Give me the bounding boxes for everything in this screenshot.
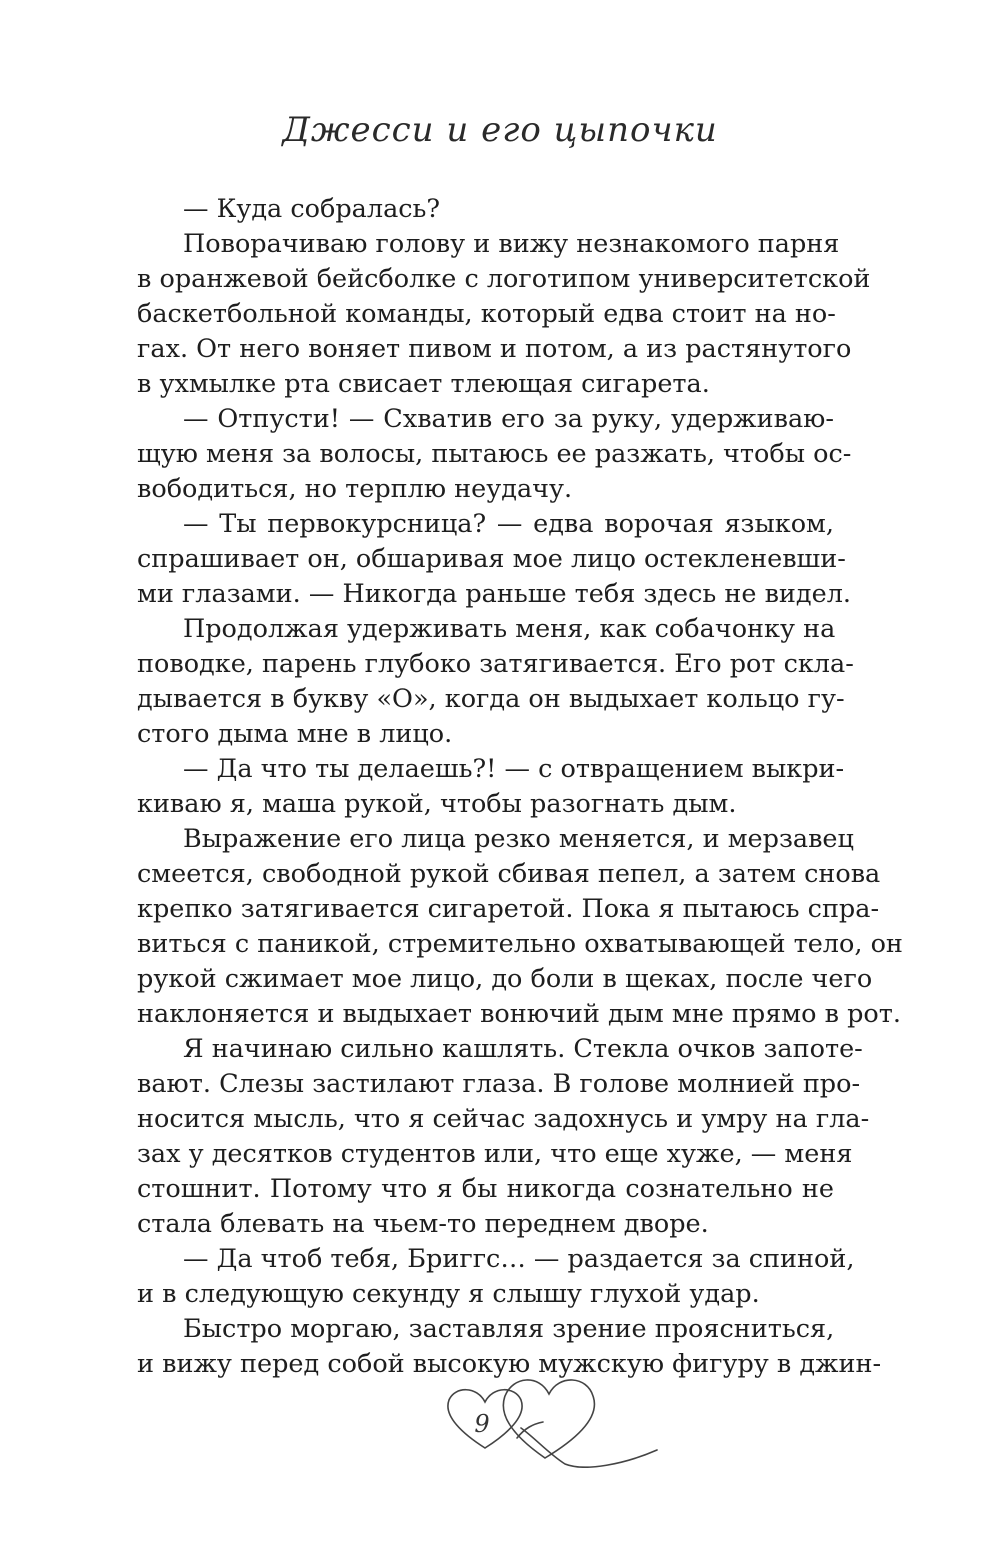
text-line: — Куда собралась?: [183, 194, 441, 224]
paragraph: [137, 822, 903, 1032]
text-line: стошнит. Потому что я бы никогда сознательно не: [137, 1174, 834, 1204]
text-line: Быстро моргаю, заставляя зрение проясниться,: [183, 1314, 835, 1344]
text-line: и вижу перед собой высокую мужскую фигуру в джин-: [137, 1349, 882, 1379]
text-line: Я начинаю сильно кашлять. Стекла очков запоте-: [183, 1034, 863, 1064]
text-line: гах. От него воняет пивом и потом, а из растянутого: [137, 334, 852, 364]
text-line: и в следующую секунду я слышу глухой удар.: [137, 1279, 760, 1309]
text-line: — Ты первокурсница? — едва ворочая языком,: [183, 509, 834, 539]
text-line: рукой сжимает мое лицо, до боли в щеках, после чего: [137, 964, 873, 994]
text-line: ми глазами. — Никогда раньше тебя здесь не видел.: [137, 579, 852, 609]
paragraph: [137, 227, 871, 402]
paragraph: [137, 1032, 870, 1242]
text-line: в оранжевой бейсболке с логотипом университетской: [137, 264, 871, 294]
text-line: щую меня за волосы, пытаюсь ее разжать, чтобы ос-: [137, 439, 852, 469]
text-line: — Отпусти! — Схватив его за руку, удерживаю-: [183, 404, 834, 434]
text-line: Поворачиваю голову и вижу незнакомого парня: [183, 229, 840, 259]
text-line: стала блевать на чьем-то переднем дворе.: [137, 1209, 709, 1239]
text-line: крепко затягивается сигаретой. Пока я пытаюсь спра-: [137, 894, 880, 924]
text-line: зах у десятков студентов или, что еще хуже, — меня: [137, 1139, 853, 1169]
text-line: наклоняется и выдыхает вонючий дым мне прямо в рот.: [137, 999, 901, 1029]
paragraph: [137, 612, 854, 752]
paragraph: [137, 752, 845, 822]
text-line: в ухмылке рта свисает тлеющая сигарета.: [137, 369, 710, 399]
text-line: — Да что ты делаешь?! — с отвращением выкри-: [183, 754, 845, 784]
text-line: виться с паникой, стремительно охватывающей тело, он: [137, 929, 903, 959]
paragraph: [137, 192, 834, 227]
text-line: Выражение его лица резко меняется, и мерзавец: [183, 824, 854, 854]
text-line: спрашивает он, обшаривая мое лицо остекленевши-: [137, 544, 846, 574]
text-line: баскетбольной команды, который едва стоит на но-: [137, 299, 836, 329]
text-line: вободиться, но терплю неудачу.: [137, 474, 573, 504]
text-line: смеется, свободной рукой сбивая пепел, а затем снова: [137, 859, 881, 889]
text-line: дывается в букву «О», когда он выдыхает кольцо гу-: [137, 684, 845, 714]
running-head: Джесси и его цыпочки: [282, 110, 718, 150]
body-text: [137, 192, 903, 1382]
paragraph: [137, 1242, 855, 1312]
text-line: стого дыма мне в лицо.: [137, 719, 453, 749]
page-number: 9: [474, 1410, 490, 1438]
text-line: вают. Слезы застилают глаза. В голове молнией про-: [137, 1069, 861, 1099]
text-line: поводке, парень глубоко затягивается. Его рот скла-: [137, 649, 854, 679]
paragraph: [137, 402, 852, 507]
text-line: Продолжая удерживать меня, как собачонку на: [183, 614, 836, 644]
text-line: — Да чтоб тебя, Бриггс… — раздается за спиной,: [183, 1244, 855, 1274]
text-line: носится мысль, что я сейчас задохнусь и умру на гла-: [137, 1104, 870, 1134]
paragraph: [137, 507, 852, 612]
text-line: киваю я, маша рукой, чтобы разогнать дым.: [137, 789, 737, 819]
